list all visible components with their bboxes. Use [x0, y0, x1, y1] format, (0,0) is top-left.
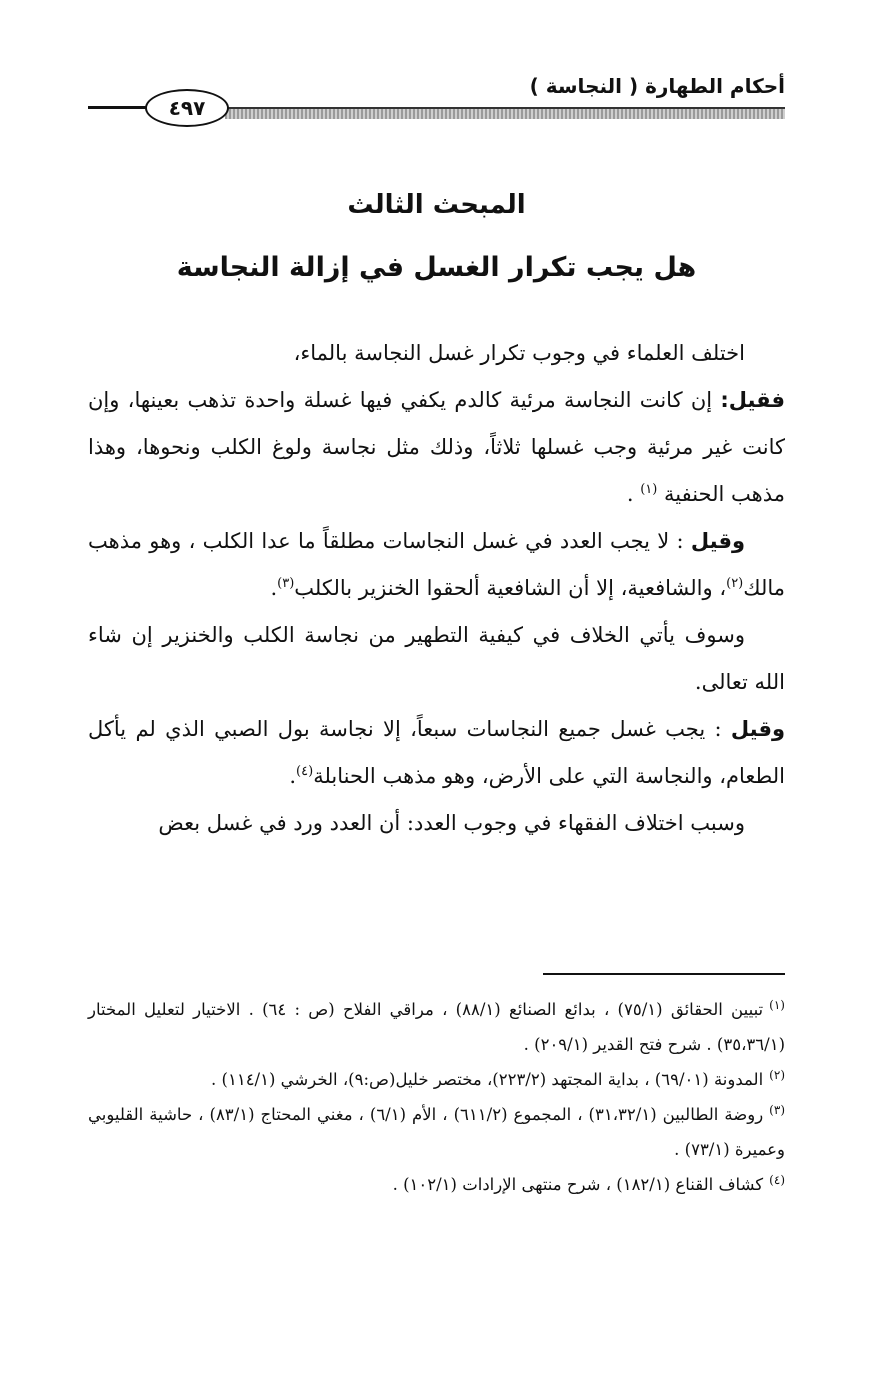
header-rule-left	[88, 106, 148, 109]
section-heading: المبحث الثالث	[347, 190, 526, 220]
question-heading: هل يجب تكرار الغسل في إزالة النجاسة	[176, 252, 697, 283]
footnote-4-text: كشاف القناع (١٨٢/١) ، شرح منتهى الإرادات (١٠٢/١) .	[392, 1175, 764, 1194]
paragraph-1-text: اختلف العلماء في وجوب تكرار غسل النجاسة بالماء،	[293, 341, 745, 365]
paragraph-3-lead: وقيل	[690, 529, 745, 553]
footnote-2-text: المدونة (٦٩/٠١) ، بداية المجتهد (٢٢٣/٢)، مختصر خليل(ص:٩)، الخرشي (١١٤/١) .	[211, 1070, 764, 1089]
paragraph-6-text: وسبب اختلاف الفقهاء في وجوب العدد: أن العدد ورد في غسل بعض	[158, 811, 745, 835]
footnote-2	[88, 1062, 785, 1097]
paragraph-5-text: : يجب غسل جميع النجاسات سبعاً، إلا نجاسة بول الصبي الذي لم يأكل الطعام، والنجاسة التي على الأرض، وهو مذهب الحنابلة	[88, 717, 785, 788]
running-header-title: أحكام الطهارة ( النجاسة )	[529, 74, 785, 98]
paragraph-2-text: إن كانت النجاسة مرئية كالدم يكفي فيها غسلة واحدة تذهب بعينها، وإن كانت غير مرئية وجب غسلها ثلاثاً، وذلك مثل نجاسة ولوغ الكلب ونحوها، وهذا مذهب الحنفية	[88, 388, 785, 506]
paragraph-5-end: .	[289, 764, 297, 788]
paragraph-4-text: وسوف يأتي الخلاف في كيفية التطهير من نجاسة الكلب والخنزير إن شاء الله تعالى.	[88, 623, 785, 694]
footnote-4	[88, 1167, 785, 1202]
paragraph-5-lead: وقيل	[730, 717, 785, 741]
header-rule	[225, 107, 785, 119]
footnote-ref-4[interactable]: (٤)	[296, 764, 314, 779]
paragraph-3-text-a: : لا يجب العدد في غسل النجاسات مطلقاً ما عدا الكلب ، وهو مذهب مالك	[88, 529, 785, 600]
footnote-2-number: (٢)	[769, 1067, 785, 1082]
paragraph-4	[88, 612, 785, 706]
paragraph-3-text-b: ، والشافعية، إلا أن الشافعية ألحقوا الخنزير بالكلب	[294, 576, 727, 600]
page-number: ٤٩٧	[145, 89, 229, 127]
paragraph-2-end: .	[626, 482, 641, 506]
footnote-1-text: تبيين الحقائق (٧٥/١) ، بدائع الصنائع (٨٨/١) ، مراقي الفلاح (ص : ٦٤) . الاختيار لتعليل المختار (٣٥،٣٦/١) . شرح فتح القدير (٢٠٩/١) .	[88, 1000, 785, 1054]
footnotes	[88, 992, 785, 1202]
footnote-1	[88, 992, 785, 1062]
paragraph-2	[88, 377, 785, 518]
paragraph-6	[88, 800, 785, 847]
paragraph-3-end: .	[270, 576, 278, 600]
paragraph-2-lead: فقيل:	[720, 388, 785, 412]
footnote-4-number: (٤)	[769, 1172, 785, 1187]
paragraph-5	[88, 706, 785, 800]
paragraph-1	[88, 330, 785, 377]
footnote-3	[88, 1097, 785, 1167]
footnote-separator	[543, 973, 785, 975]
footnote-ref-2[interactable]: (٢)	[726, 576, 744, 591]
body-text	[88, 330, 785, 847]
footnote-3-text: روضة الطالبين (٣١،٣٢/١) ، المجموع (٦١١/٢) ، الأم (٦/١) ، مغني المحتاج (٨٣/١) ، حاشية القليوبي وعميرة (٧٣/١) .	[88, 1105, 785, 1159]
footnote-3-number: (٣)	[769, 1102, 785, 1117]
footnote-ref-1[interactable]: (١)	[640, 482, 658, 497]
footnote-ref-3[interactable]: (٣)	[277, 576, 295, 591]
paragraph-3	[88, 518, 785, 612]
footnote-1-number: (١)	[769, 997, 785, 1012]
